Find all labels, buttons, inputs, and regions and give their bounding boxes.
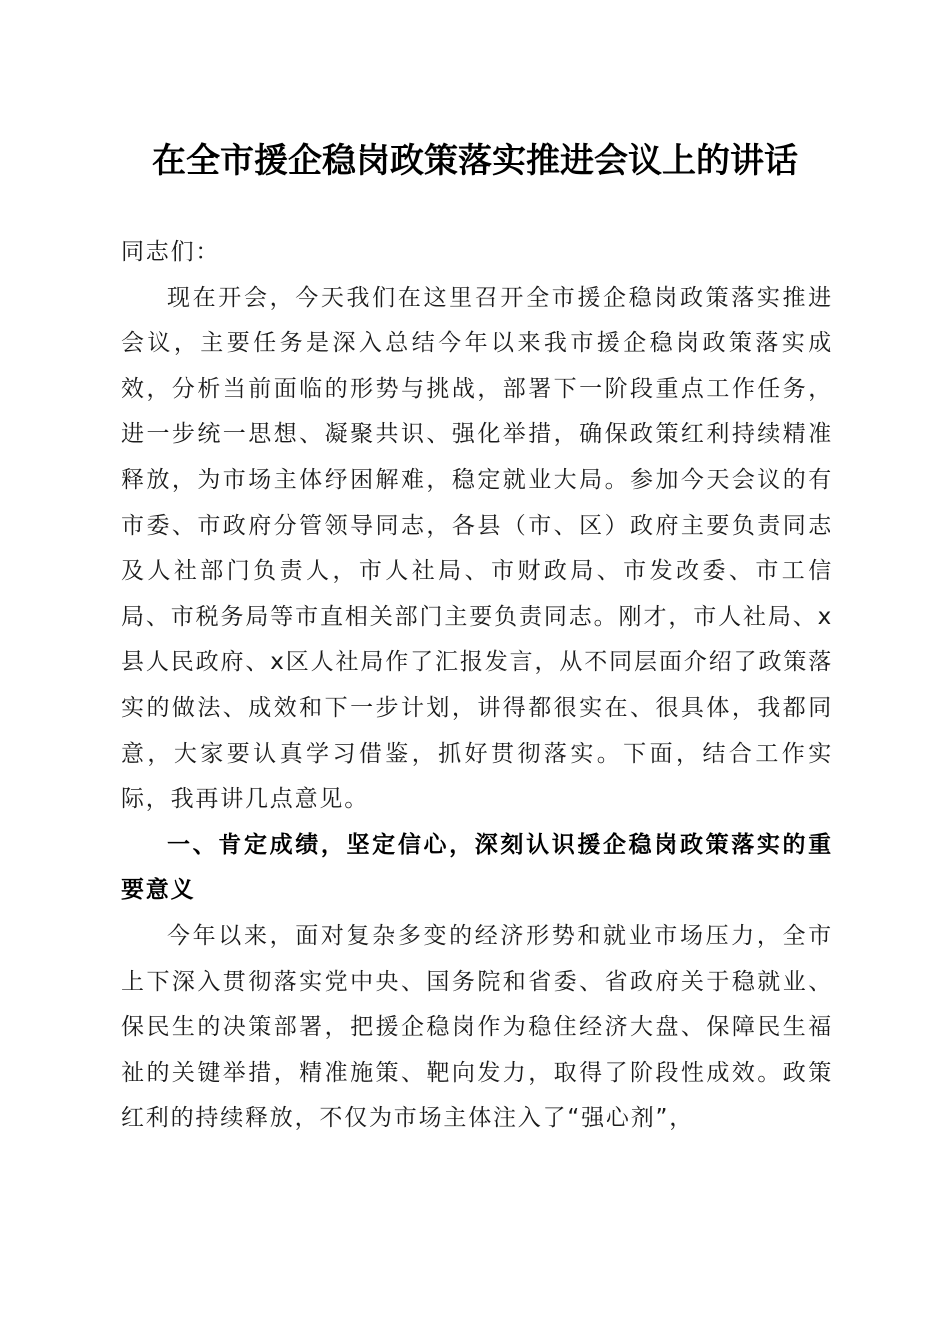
salutation: 同志们： <box>121 239 221 265</box>
paragraph-section-1: 今年以来，面对复杂多变的经济形势和就业市场压力，全市上下深入贯彻落实党中央、国务院和省委、省政府关于稳就业、保民生的决策部署，把援企稳岗作为稳住经济大盘、保障民生福祉的关键举措，精准施策、靶向发力，取得了阶段性成效。政策红利的持续释放，不仅为市场主体注入了“强心剂”， <box>121 922 833 1132</box>
section-heading-1: 一、肯定成绩，坚定信心，深刻认识援企稳岗政策落实的重要意义 <box>121 831 833 904</box>
document-title: 在全市援企稳岗政策落实推进会议上的讲话 <box>152 141 798 181</box>
paragraph-opening: 现在开会，今天我们在这里召开全市援企稳岗政策落实推进会议，主要任务是深入总结今年以来我市援企稳岗政策落实成效，分析当前面临的形势与挑战，部署下一阶段重点工作任务，进一步统一思想、凝聚共识、强化举措，确保政策红利持续精准释放，为市场主体纾困解难，稳定就业大局。参加今天会议的有市委、市政府分管领导同志，各县（市、区）政府主要负责同志及人社部门负责人，市人社局、市财政局、市发改委、市工信局、市税务局等市直相关部门主要负责同志。刚才，市人社局、x县人民政府、x区人社局作了汇报发言，从不同层面介绍了政策落实的做法、成效和下一步计划，讲得都很实在、很具体，我都同意，大家要认真学习借鉴，抓好贯彻落实。下面，结合工作实际，我再讲几点意见。 <box>121 284 833 813</box>
document-body <box>121 230 833 1142</box>
